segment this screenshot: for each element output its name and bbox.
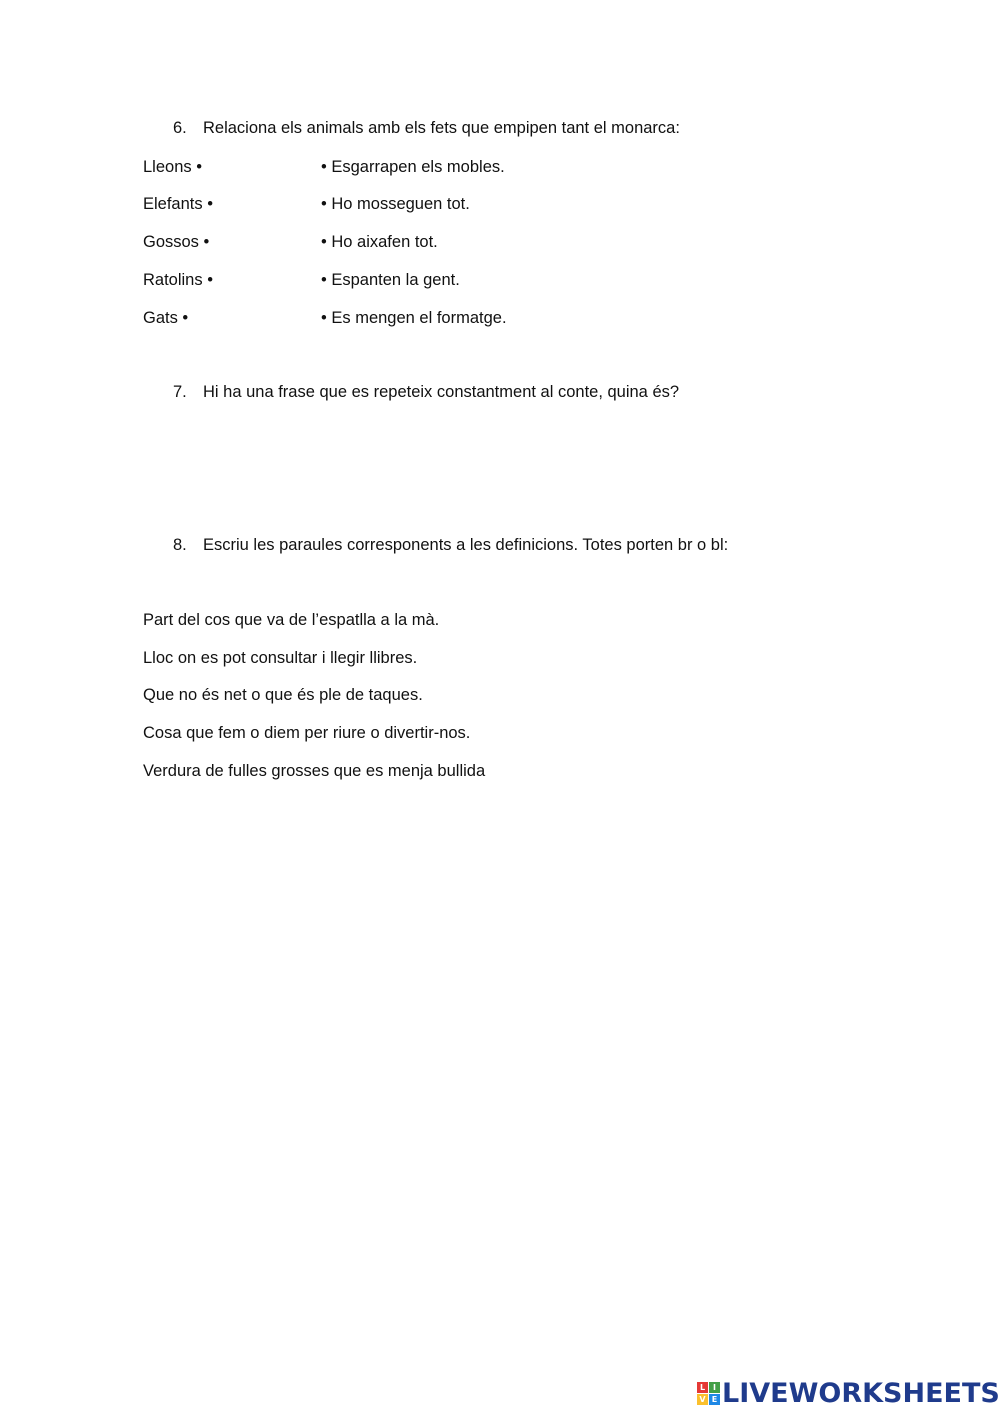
definition-item: Part del cos que va de l’espatlla a la mà. (143, 611, 440, 629)
fact-item: • Ho aixafen tot. (321, 233, 438, 251)
question-8 (173, 536, 728, 555)
animal-item: Gossos • (143, 233, 210, 251)
question-text: Escriu les paraules corresponents a les definicions. Totes porten br o bl: (203, 536, 729, 554)
animal-item: Gats • (143, 309, 189, 327)
fact-item: • Esgarrapen els mobles. (321, 158, 505, 176)
definition-item: Cosa que fem o diem per riure o divertir-nos. (143, 724, 471, 742)
animal-item: Elefants • (143, 195, 213, 213)
question-7 (173, 383, 679, 402)
definition-item: Lloc on es pot consultar i llegir llibres. (143, 649, 418, 667)
fact-item: • Es mengen el formatge. (321, 309, 507, 327)
liveworksheets-logo (697, 1376, 1000, 1410)
question-6 (173, 119, 680, 138)
definition-item: Que no és net o que és ple de taques. (143, 686, 423, 704)
logo-text: LIVEWORKSHEETS (722, 1377, 1000, 1409)
animal-item: Ratolins • (143, 271, 213, 289)
fact-item: • Ho mosseguen tot. (321, 195, 470, 213)
fact-item: • Espanten la gent. (321, 271, 460, 289)
question-number: 8. (173, 536, 187, 554)
question-text: Relaciona els animals amb els fets que empipen tant el monarca: (203, 119, 680, 137)
logo-icon: L I V E (697, 1382, 720, 1405)
definition-item: Verdura de fulles grosses que es menja bullida (143, 762, 486, 780)
question-number: 6. (173, 119, 187, 137)
question-number: 7. (173, 383, 187, 401)
question-text: Hi ha una frase que es repeteix constantment al conte, quina és? (203, 383, 680, 401)
animal-item: Lleons • (143, 158, 202, 176)
